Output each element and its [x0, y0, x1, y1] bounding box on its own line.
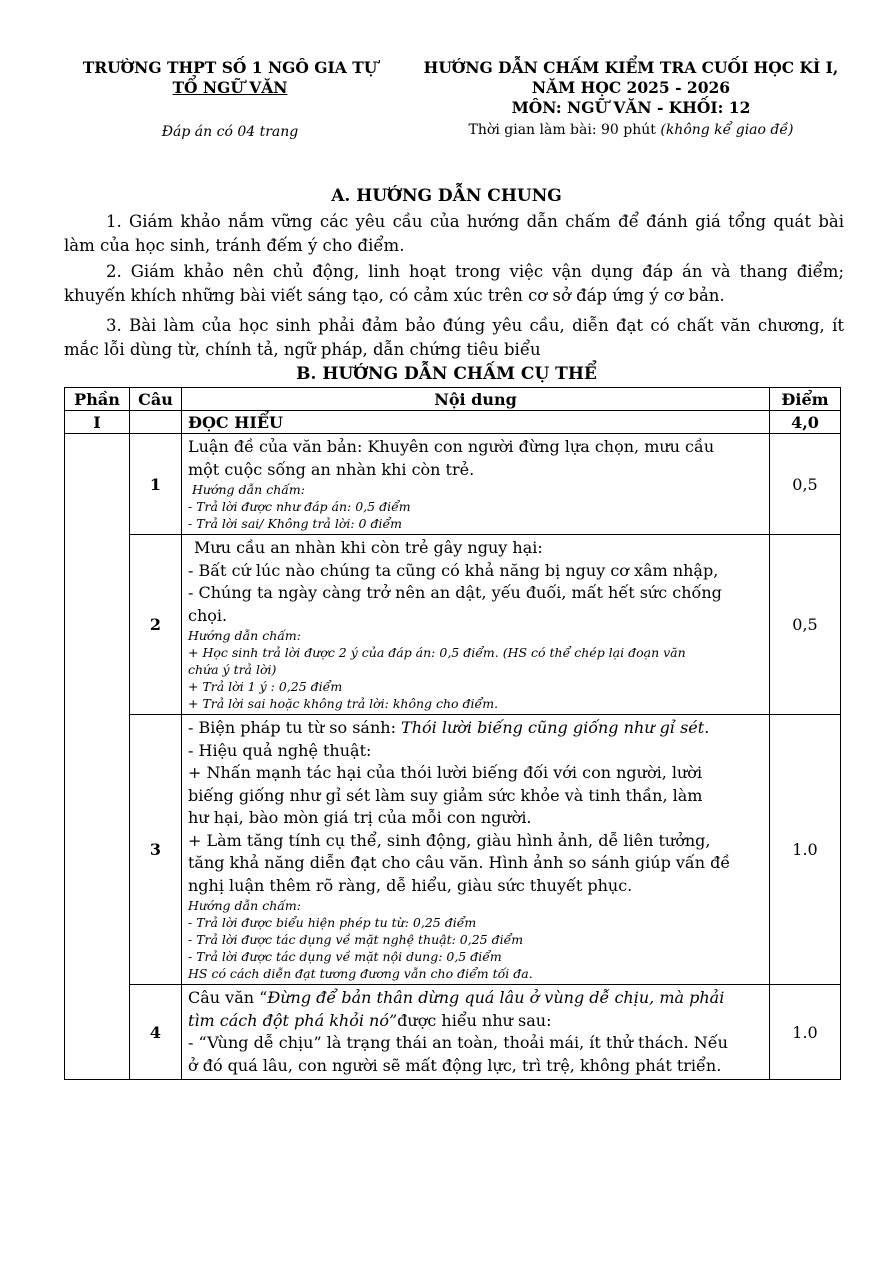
pages-note: Đáp án có 04 trang [161, 124, 299, 140]
question-number: 3 [130, 715, 182, 985]
question-row-3 [65, 715, 841, 985]
guide-line: - Trả lời được như đáp án: 0,5 điểm [188, 499, 411, 514]
answer-quote: tìm cách đột phá khỏi nó” [188, 1010, 398, 1030]
answer-line: - Bất cứ lúc nào chúng ta cũng có khả năng bị nguy cơ xâm nhập, [188, 560, 719, 580]
answer-quote: Thói lười biếng cũng giống như gỉ sét. [401, 718, 710, 737]
school-name: TRƯỜNG THPT SỐ 1 NGÔ GIA TỰ [82, 58, 378, 77]
guide-line: - Trả lời được biểu hiện phép tu từ: 0,25 điểm [188, 915, 477, 930]
part-empty-cell [130, 411, 182, 434]
guide-line: HS có cách diễn đạt tương đương vẫn cho điểm tối đa. [188, 966, 533, 981]
col-header-score: Điểm [770, 388, 841, 411]
doc-title-line3: MÔN: NGỮ VĂN - KHỐI: 12 [511, 98, 751, 117]
answer-line: + Làm tăng tính cụ thể, sinh động, giàu hình ảnh, dễ liên tưởng, [188, 830, 711, 850]
doc-title-line2: NĂM HỌC 2025 - 2026 [531, 78, 731, 97]
guide-line: - Trả lời được tác dụng về mặt nội dung: 0,5 điểm [188, 949, 502, 964]
answer-line [188, 1010, 763, 1033]
table-header-row [65, 388, 841, 411]
answer-line [188, 717, 763, 740]
question-content [182, 715, 770, 985]
question-score: 0,5 [770, 535, 841, 715]
question-content [182, 985, 770, 1080]
col-header-content: Nội dung [182, 388, 770, 411]
part-row [65, 411, 841, 434]
answer-text: Câu văn “ [188, 988, 268, 1007]
exam-time-label: Thời gian làm bài: 90 phút [468, 122, 661, 138]
section-a-title: A. HƯỚNG DẪN CHUNG [331, 186, 562, 206]
answer-line: một cuộc sống an nhàn khi còn trẻ. [188, 459, 475, 479]
answer-line [188, 987, 763, 1010]
answer-line: nghị luận thêm rõ ràng, dễ hiểu, giàu sức thuyết phục. [188, 875, 633, 895]
answer-quote: Đừng để bản thân dừng quá lâu ở vùng dễ chịu, mà phải [267, 988, 725, 1007]
answer-line: hư hại, bào mòn giá trị của mỗi con người. [188, 808, 532, 827]
part-merged-cell [65, 434, 130, 1080]
question-row-1 [65, 434, 841, 535]
answer-line: biếng giống như gỉ sét làm suy giảm sức khỏe và tinh thần, làm [188, 785, 703, 805]
header-right [396, 58, 866, 140]
answer-line: Mưu cầu an nhàn khi còn trẻ gây nguy hại: [194, 538, 543, 557]
question-score: 1.0 [770, 985, 841, 1080]
guide-heading: Hướng dẫn chấm: [188, 628, 301, 643]
department-name: TỔ NGỮ VĂN [172, 78, 288, 97]
guide-line: - Trả lời được tác dụng về mặt nghệ thuật: 0,25 điểm [188, 932, 524, 947]
general-guide-3: 3. Bài làm của học sinh phải đảm bảo đúng yêu cầu, diễn đạt có chất văn chương, ít mắc lỗi dùng từ, chính tả, ngữ pháp, dẫn chứng tiêu biểu [64, 316, 844, 359]
question-number: 1 [130, 434, 182, 535]
part-label: I [65, 411, 130, 434]
grading-table [64, 387, 841, 1080]
guide-line: + Trả lời sai hoặc không trả lời: không cho điểm. [188, 696, 499, 711]
exam-time [396, 120, 866, 140]
answer-line: + Nhấn mạnh tác hại của thói lười biếng đối với con người, lười [188, 763, 703, 782]
question-score: 0,5 [770, 434, 841, 535]
guide-line: - Trả lời sai/ Không trả lời: 0 điểm [188, 516, 403, 531]
guide-line: chứa ý trả lời) [188, 662, 277, 677]
header-left [70, 58, 390, 142]
guide-line: + Học sinh trả lời được 2 ý của đáp án: 0,5 điểm. (HS có thể chép lại đoạn văn [188, 645, 686, 660]
guide-line: + Trả lời 1 ý : 0,25 điểm [188, 679, 343, 694]
question-score: 1.0 [770, 715, 841, 985]
section-b-title: B. HƯỚNG DẪN CHẤM CỤ THỂ [296, 364, 597, 384]
exam-time-note: (không kể giao đề) [660, 122, 794, 138]
answer-line: - Hiệu quả nghệ thuật: [188, 740, 372, 760]
col-header-part: Phần [65, 388, 130, 411]
question-content [182, 535, 770, 715]
answer-line: ở đó quá lâu, con người sẽ mất động lực, trì trệ, không phát triển. [188, 1055, 722, 1075]
col-header-question: Câu [130, 388, 182, 411]
answer-line: chọi. [188, 605, 228, 625]
general-guide-2: 2. Giám khảo nên chủ động, linh hoạt trong việc vận dụng đáp án và thang điểm; khuyến khích những bài viết sáng tạo, có cảm xúc trên cơ sở đáp ứng ý cơ bản. [64, 262, 844, 305]
answer-line: - Chúng ta ngày càng trở nên an dật, yếu đuối, mất hết sức chống [188, 583, 722, 602]
general-guide-1: 1. Giám khảo nắm vững các yêu cầu của hướng dẫn chấm để đánh giá tổng quát bài làm của học sinh, tránh đếm ý cho điểm. [64, 212, 844, 255]
question-number: 2 [130, 535, 182, 715]
answer-line: Luận đề của văn bản: Khuyên con người đừng lựa chọn, mưu cầu [188, 437, 715, 456]
answer-line: - “Vùng dễ chịu” là trạng thái an toàn, thoải mái, ít thử thách. Nếu [188, 1033, 728, 1052]
answer-text: được hiểu như sau: [397, 1010, 552, 1030]
answer-text: - Biện pháp tu từ so sánh: [188, 718, 402, 737]
part-score: 4,0 [770, 411, 841, 434]
answer-line: tăng khả năng diễn đạt cho câu văn. Hình ảnh so sánh giúp vấn đề [188, 853, 731, 872]
part-title: ĐỌC HIỂU [182, 411, 770, 434]
question-row-4 [65, 985, 841, 1080]
question-number: 4 [130, 985, 182, 1080]
guide-heading: Hướng dẫn chấm: [192, 482, 305, 497]
question-content [182, 434, 770, 535]
doc-title-line1: HƯỚNG DẪN CHẤM KIỂM TRA CUỐI HỌC KÌ I, [423, 58, 839, 77]
question-row-2 [65, 535, 841, 715]
guide-heading: Hướng dẫn chấm: [188, 898, 301, 913]
